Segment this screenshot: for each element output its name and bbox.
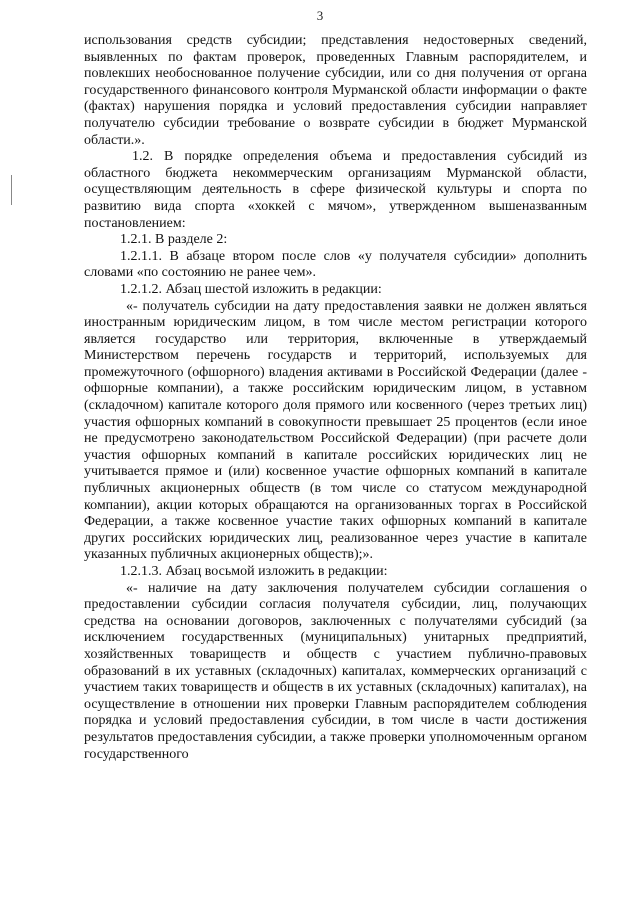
quoted-paragraph-sixth: «- получатель субсидии на дату предоставления заявки не должен являться иностранным юридическим лицом, в том числе местом регистрации которого является государство или территория, включенные в утверждаемый Министерством перечень государств и территорий, используемых для промежуточного (офшорного) владения активами в Российской Федерации (далее - офшорные компании), а также российским юридическим лицом, в уставном (складочном) капитале которого доля прямого или косвенного (через третьих лиц) участия офшорных компаний в совокупности превышает 25 процентов (если иное не предусмотрено законодательством Российской Федерации) (при расчете доли участия офшорных компаний в капитале российских юридических лиц не учитывается прямое и (или) косвенное участие офшорных компаний в капитале публичных акционерных обществ (в том числе со статусом международной компании), акции которых обращаются на организованных торгах в Российской Федерации, а также косвенное участие таких офшорных компаний в капитале других российских юридических лиц, реализованное через участие в капитале указанных публичных акционерных обществ);».	[84, 298, 587, 563]
paragraph-continuation: использования средств субсидии; представления недостоверных сведений, выявленных по фактам проверок, проведенных Главным распорядителем, и повлекших необоснованное получение субсидии, или со дня получения от органа государственного финансового контроля Мурманской области информации о факте (фактах) нарушения порядка и условий предоставления субсидии направляет получателю субсидии требование о возврате субсидии в бюджет Мурманской области.».	[84, 33, 587, 148]
paragraph-1-2-1-3: 1.2.1.3. Абзац восьмой изложить в редакции:	[120, 564, 388, 579]
paragraph-1-2-1-2: 1.2.1.2. Абзац шестой изложить в редакции:	[120, 281, 382, 297]
page-number: 3	[316, 8, 324, 23]
paragraph-1-2-1: 1.2.1. В разделе 2:	[120, 232, 228, 248]
document-body	[84, 33, 587, 763]
paragraph-1-2: 1.2. В порядке определения объема и предоставления субсидий из областного бюджета некоммерческим организациям Мурманской области, осуществляющим деятельность в сфере физической культуры и спорта по развитию вида спорта «хоккей с мячом», утвержденном вышеназванным постановлением:	[84, 149, 587, 231]
paragraph-1-2-1-1: 1.2.1.1. В абзаце втором после слов «у получателя субсидии» дополнить словами «по состоянию не ранее чем».	[84, 248, 587, 281]
quoted-paragraph-eighth: «- наличие на дату заключения получателем субсидии соглашения о предоставлении субсидии согласия получателя субсидии, лиц, получающих средства на основании договоров, заключенных с получателями субсидий (за исключением государственных (муниципальных) унитарных предприятий, хозяйственных товариществ и обществ с участием публично-правовых образований в их уставных (складочных) капиталах, коммерческих организаций с участием таких товариществ и обществ в их уставных (складочных) капиталах), на осуществление в отношении них проверки Главным распорядителем соблюдения порядка и условий предоставления субсидии, в том числе в части достижения результатов предоставления субсидии, а также проверки уполномоченным органом государственного	[84, 580, 587, 762]
margin-mark	[11, 175, 16, 205]
